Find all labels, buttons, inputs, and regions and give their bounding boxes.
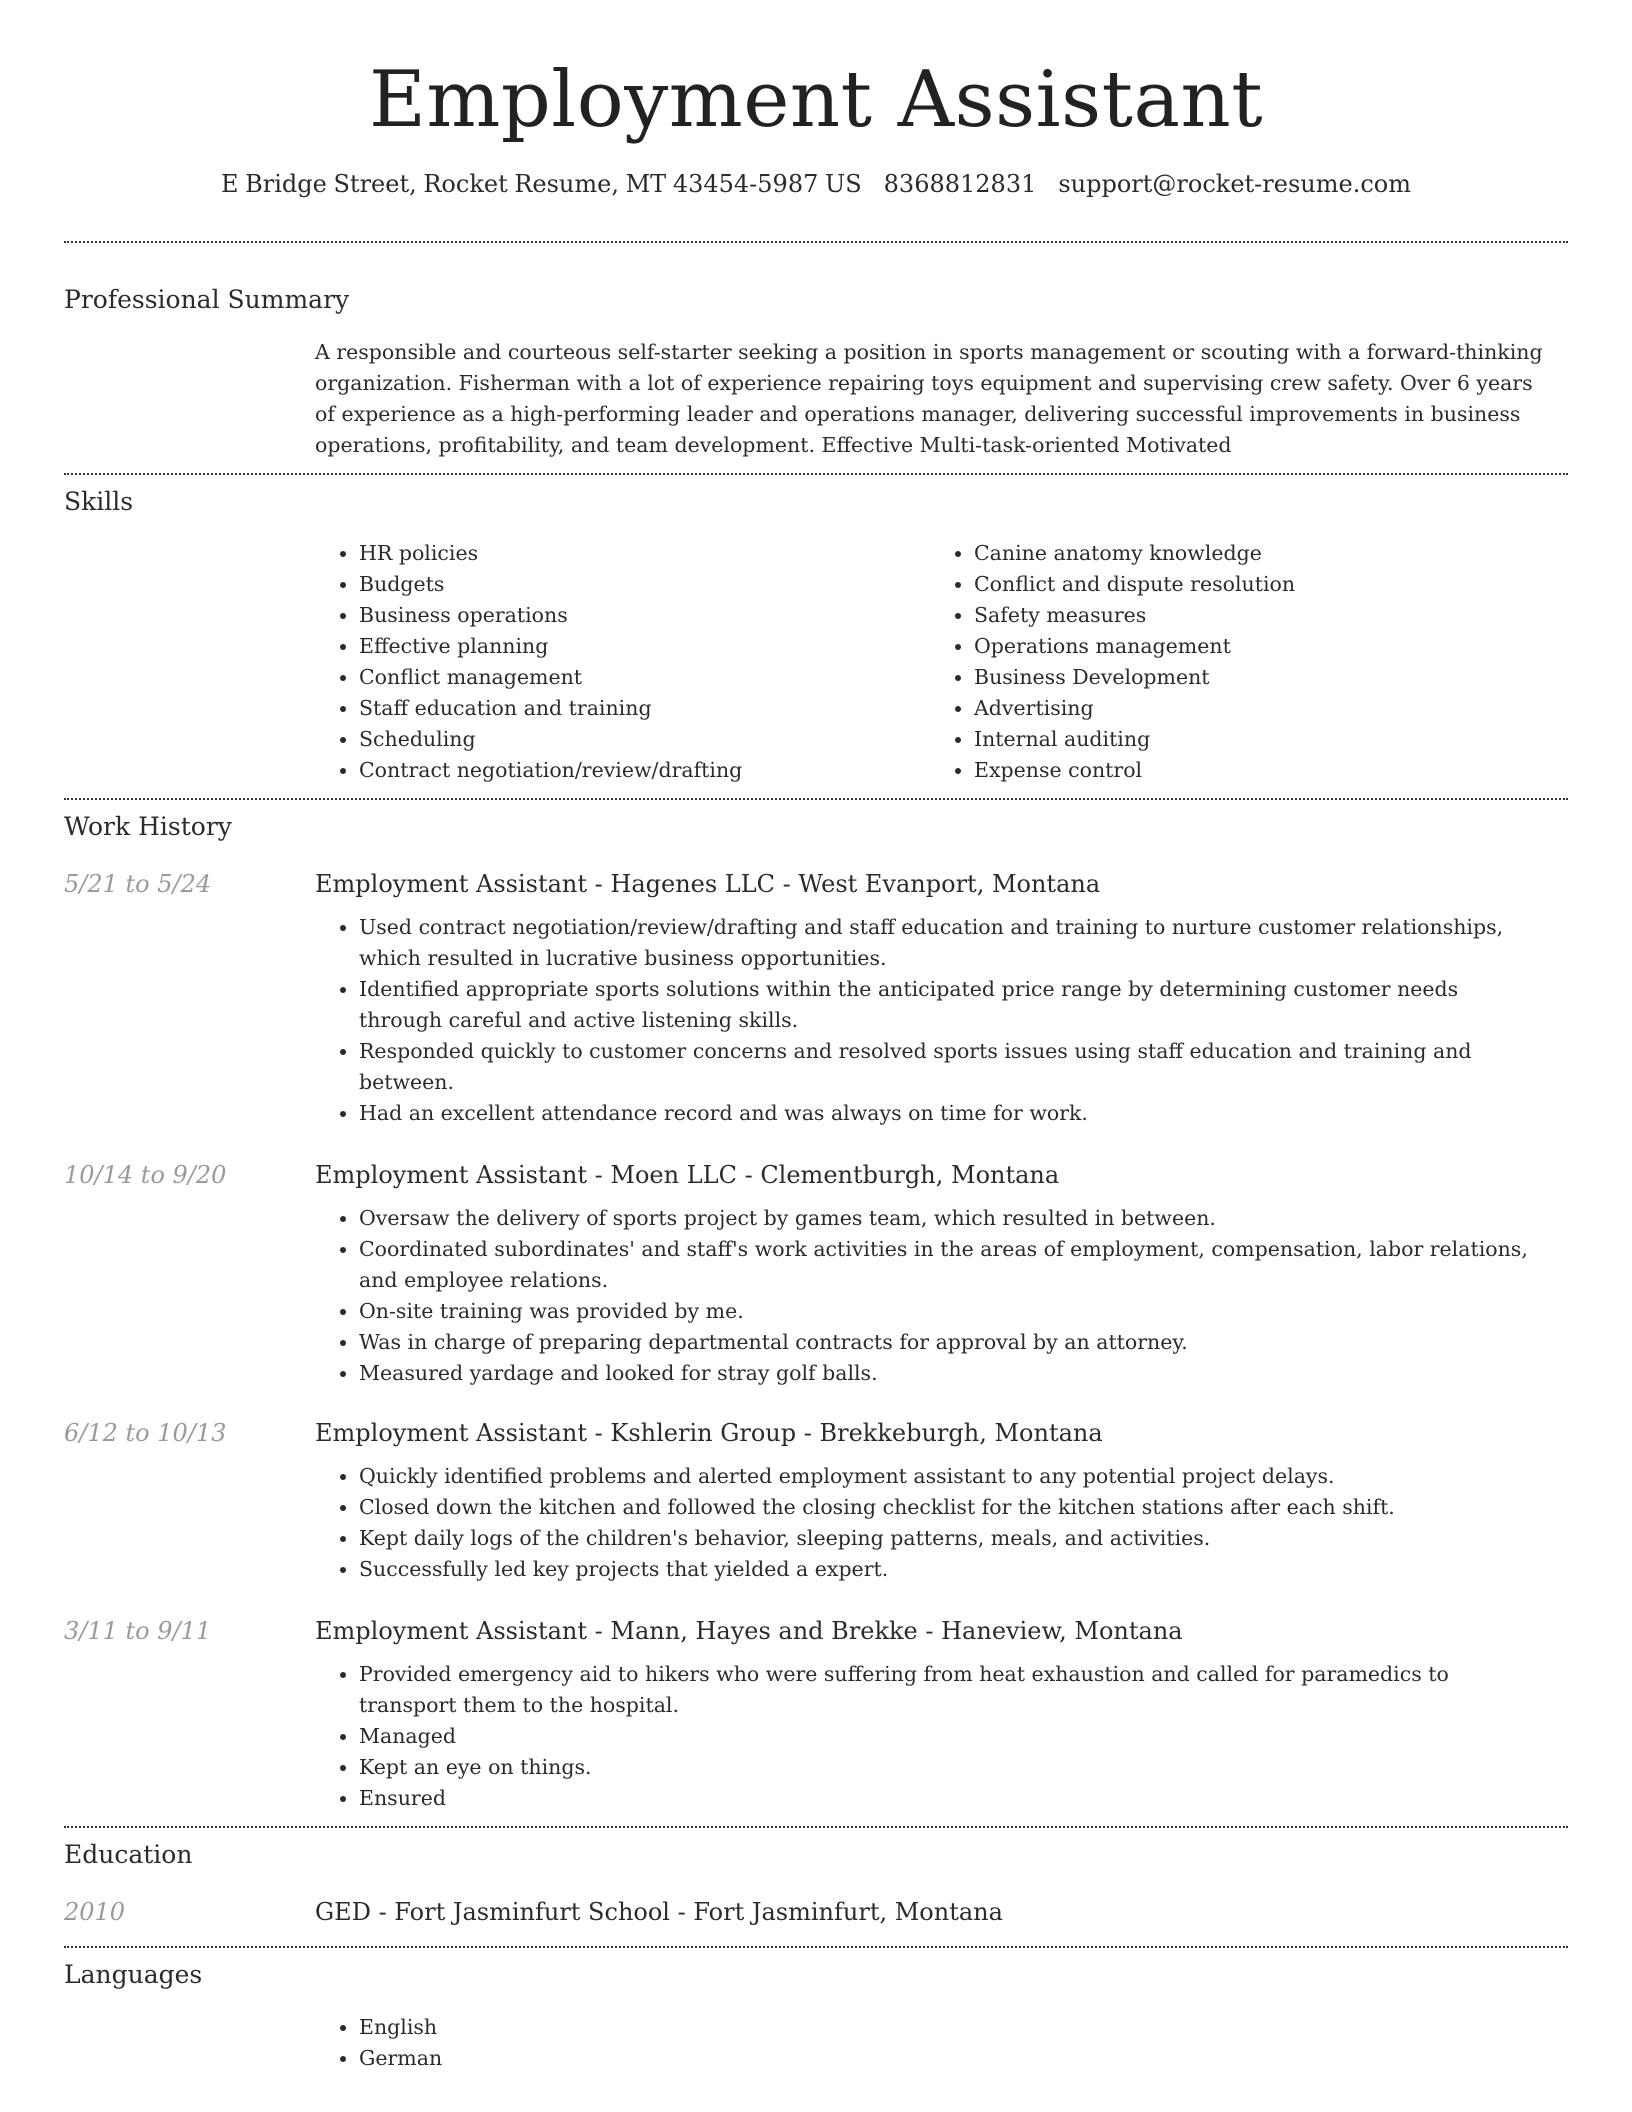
job-title: Employment Assistant - Kshlerin Group - Brekkeburgh, Montana	[315, 1419, 1103, 1447]
skills-heading: Skills	[64, 487, 134, 516]
skill-item: • Safety measures	[974, 600, 1545, 631]
languages-heading: Languages	[64, 1960, 203, 1989]
skill-item: • Expense control	[974, 755, 1545, 786]
work-history-heading: Work History	[64, 812, 232, 841]
skill-item: • Scheduling	[359, 724, 930, 755]
skill-item: • HR policies	[359, 538, 930, 569]
skill-item: • Budgets	[359, 569, 930, 600]
job-bullet: • Ensured	[359, 1783, 1545, 1814]
job-entry	[64, 1155, 1568, 1389]
job-title: Employment Assistant - Mann, Hayes and Brekke - Haneview, Montana	[315, 1617, 1183, 1645]
job-bullet: • Identified appropriate sports solutions within the anticipated price range by determining customer needs through careful and active listening skills.	[359, 974, 1545, 1036]
job-date: 3/11 to 9/11	[64, 1617, 212, 1645]
job-bullet: • Managed	[359, 1721, 1545, 1752]
job-bullet: • Kept an eye on things.	[359, 1752, 1545, 1783]
work-history-section	[64, 810, 1568, 1814]
skill-item: • Internal auditing	[974, 724, 1545, 755]
skills-column-left	[315, 538, 930, 786]
divider	[64, 1946, 1568, 1948]
job-entry	[64, 1413, 1568, 1585]
job-header	[64, 1611, 1568, 1651]
job-bullet: • Kept daily logs of the children's behavior, sleeping patterns, meals, and activities.	[359, 1523, 1545, 1554]
job-header	[64, 1155, 1568, 1195]
job-date: 10/14 to 9/20	[64, 1161, 227, 1189]
job-bullet: • Used contract negotiation/review/drafting and staff education and training to nurture customer relationships, which resulted in lucrative business opportunities.	[359, 912, 1545, 974]
skill-item: • Business operations	[359, 600, 930, 631]
job-bullet: • Measured yardage and looked for stray golf balls.	[359, 1358, 1545, 1389]
summary-heading: Professional Summary	[64, 285, 350, 314]
job-title: Employment Assistant - Hagenes LLC - West Evanport, Montana	[315, 870, 1101, 898]
education-section	[64, 1838, 1568, 1932]
job-bullet: • On-site training was provided by me.	[359, 1296, 1545, 1327]
resume-page	[64, 0, 1568, 2074]
skill-item: • Contract negotiation/review/drafting	[359, 755, 930, 786]
skill-item: • Advertising	[974, 693, 1545, 724]
job-date: 6/12 to 10/13	[64, 1419, 227, 1447]
skills-columns	[315, 538, 1545, 786]
contact-email: support@rocket-resume.com	[1058, 170, 1411, 198]
education-date: 2010	[64, 1898, 126, 1926]
job-bullet: • Successfully led key projects that yielded a expert.	[359, 1554, 1545, 1585]
language-item: • German	[359, 2043, 1545, 2074]
skill-item: • Business Development	[974, 662, 1545, 693]
skills-section	[64, 485, 1568, 786]
job-bullets	[315, 1461, 1545, 1585]
language-item: • English	[359, 2012, 1545, 2043]
languages-list	[315, 2012, 1545, 2074]
skill-item: • Conflict management	[359, 662, 930, 693]
job-header	[64, 1413, 1568, 1453]
job-date: 5/21 to 5/24	[64, 870, 212, 898]
divider	[64, 241, 1568, 243]
job-bullet: • Quickly identified problems and alerted employment assistant to any potential project delays.	[359, 1461, 1545, 1492]
divider	[64, 473, 1568, 475]
divider	[64, 798, 1568, 800]
job-bullets	[315, 1659, 1545, 1814]
education-heading: Education	[64, 1840, 193, 1869]
job-bullet: • Provided emergency aid to hikers who were suffering from heat exhaustion and called for paramedics to transport them to the hospital.	[359, 1659, 1545, 1721]
job-entry	[64, 864, 1568, 1129]
languages-section	[64, 1958, 1568, 2074]
job-bullet: • Responded quickly to customer concerns and resolved sports issues using staff education and training and between.	[359, 1036, 1545, 1098]
job-bullet: • Coordinated subordinates' and staff's work activities in the areas of employment, compensation, labor relations, and employee relations.	[359, 1234, 1545, 1296]
resume-name: Employment Assistant	[368, 55, 1264, 145]
job-bullet: • Was in charge of preparing departmental contracts for approval by an attorney.	[359, 1327, 1545, 1358]
job-bullet: • Had an excellent attendance record and was always on time for work.	[359, 1098, 1545, 1129]
skills-column-right	[930, 538, 1545, 786]
job-header	[64, 864, 1568, 904]
job-entry	[64, 1611, 1568, 1814]
skill-item: • Canine anatomy knowledge	[974, 538, 1545, 569]
education-entry	[64, 1892, 1568, 1932]
skill-item: • Staff education and training	[359, 693, 930, 724]
job-bullets	[315, 912, 1545, 1129]
job-bullets	[315, 1203, 1545, 1389]
contact-line	[64, 166, 1568, 202]
summary-section	[64, 283, 1568, 461]
education-title: GED - Fort Jasminfurt School - Fort Jasminfurt, Montana	[315, 1898, 1003, 1926]
skill-item: • Conflict and dispute resolution	[974, 569, 1545, 600]
skill-item: • Effective planning	[359, 631, 930, 662]
contact-address: E Bridge Street, Rocket Resume, MT 43454-5987 US	[221, 170, 862, 198]
job-bullet: • Oversaw the delivery of sports project by games team, which resulted in between.	[359, 1203, 1545, 1234]
skill-item: • Operations management	[974, 631, 1545, 662]
job-title: Employment Assistant - Moen LLC - Clementburgh, Montana	[315, 1161, 1060, 1189]
summary-text: A responsible and courteous self-starter seeking a position in sports management or scouting with a forward-thinking organization. Fisherman with a lot of experience repairing toys equipment and supervising crew safety. Over 6 years of experience as a high-performing leader and operations manager, delivering successful improvements in business operations, profitability, and team development. Effective Multi-task-oriented Motivated	[315, 340, 1543, 457]
divider	[64, 1826, 1568, 1828]
job-bullet: • Closed down the kitchen and followed the closing checklist for the kitchen stations after each shift.	[359, 1492, 1545, 1523]
contact-phone: 8368812831	[883, 170, 1037, 198]
